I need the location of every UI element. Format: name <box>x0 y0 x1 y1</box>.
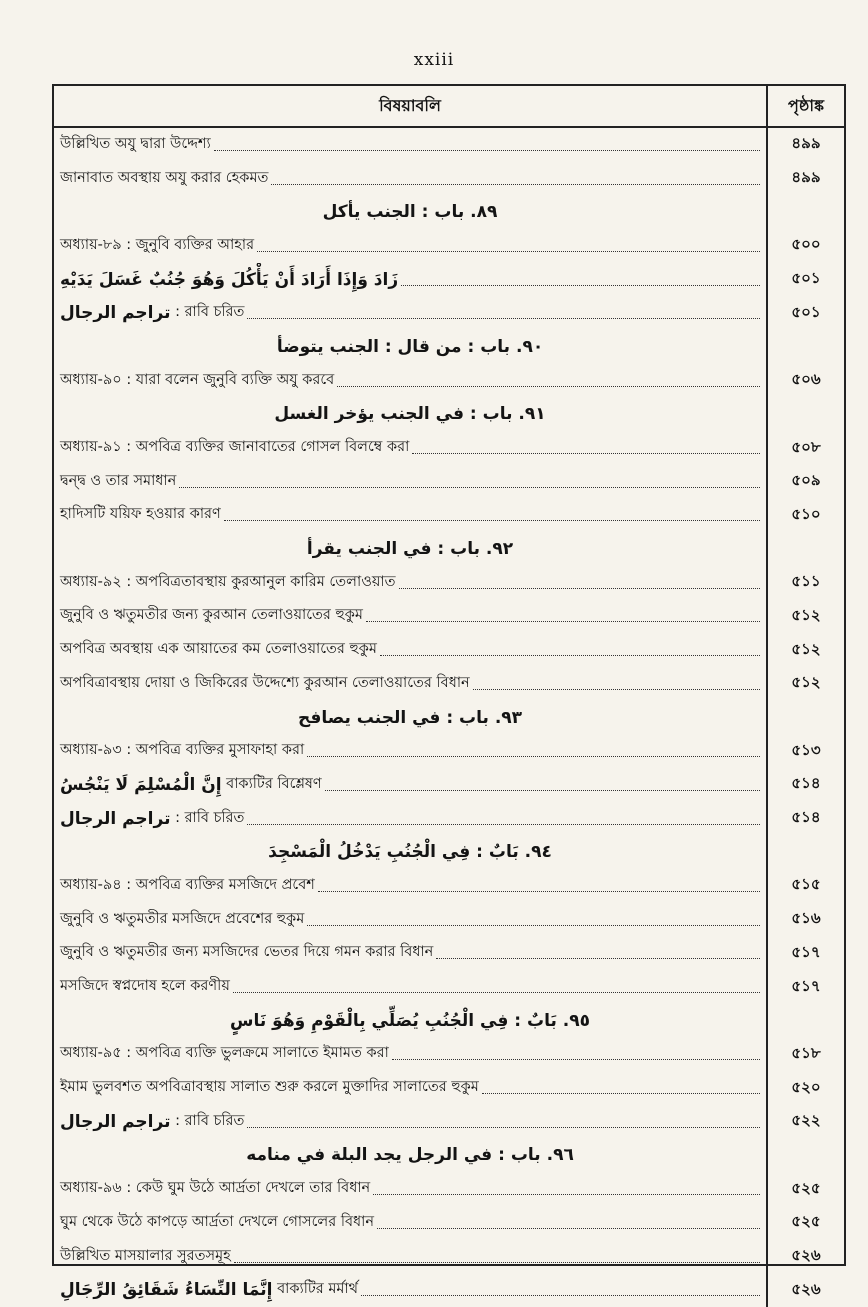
toc-entry-row <box>54 1105 844 1139</box>
entry-title-cell <box>54 162 768 196</box>
page-number-cell: ৫০৮ <box>791 437 821 456</box>
entry-title-cell <box>54 1206 768 1240</box>
entry-title-cell <box>54 195 768 229</box>
entry-title: ইমাম ভুলবশত অপবিত্রাবস্থায় সালাত শুরু করলে মুক্তাদির সালাতের হুকুম <box>60 1079 479 1096</box>
dot-leader <box>380 654 760 656</box>
entry-title-cell <box>54 1139 768 1173</box>
page-column-header: পৃষ্ঠাঙ্ক <box>788 96 824 115</box>
entry-title: অধ্যায়-৯৬ : কেউ ঘুম উঠে আর্দ্রতা দেখলে তার বিধান <box>60 1180 371 1197</box>
chapter-heading-row <box>54 835 844 869</box>
page-number-cell <box>768 398 844 432</box>
page-number-cell: ৫১৬ <box>791 909 821 928</box>
entry-title: অপবিত্রাবস্থায় দোয়া ও জিকিরের উদ্দেশ্যে কুরআন তেলাওয়াতের বিধান <box>60 674 470 691</box>
entry-title-cell <box>54 330 768 364</box>
toc-entry-row <box>54 128 844 162</box>
toc-entry-row <box>54 1172 844 1206</box>
entry-title: : রাবি চরিত <box>175 1112 245 1129</box>
chapter-heading-row <box>54 195 844 229</box>
dot-leader <box>377 1227 760 1229</box>
toc-entry-row <box>54 768 844 802</box>
page-number-cell: ৫২৬ <box>791 1246 821 1265</box>
entry-title: অধ্যায়-৯৫ : অপবিত্র ব্যক্তি ভুলক্রমে সালাতে ইমামত করা <box>60 1045 389 1062</box>
toc-entry-row <box>54 1038 844 1072</box>
page-number-cell: ৫১৭ <box>791 942 821 961</box>
entry-title-cell <box>54 1105 768 1139</box>
dot-leader <box>401 284 760 286</box>
entry-title-cell <box>54 229 768 263</box>
entry-title: অধ্যায়-৯০ : যারা বলেন জুনুবি ব্যক্তি অযু করবে <box>60 371 335 388</box>
dot-leader <box>366 620 760 622</box>
entry-title-cell <box>54 734 768 768</box>
toc-entry-row <box>54 869 844 903</box>
dot-leader <box>233 991 760 993</box>
page-number-cell: ৫১২ <box>791 673 821 692</box>
page-number-cell: ৫১৪ <box>791 808 821 827</box>
page-number-cell <box>768 701 844 735</box>
toc-entry-row <box>54 162 844 196</box>
dot-leader <box>399 587 761 589</box>
toc-entry-row <box>54 263 844 297</box>
dot-leader <box>325 789 760 791</box>
entry-title-cell <box>54 128 768 162</box>
chapter-heading-row <box>54 1004 844 1038</box>
entry-title-cell <box>54 1004 768 1038</box>
entry-title-cell <box>54 465 768 499</box>
entry-title-cell <box>54 1071 768 1105</box>
chapter-heading-row <box>54 532 844 566</box>
toc-entry-row <box>54 1071 844 1105</box>
entry-title-cell <box>54 499 768 533</box>
entry-title-cell <box>54 937 768 971</box>
entry-title-cell <box>54 532 768 566</box>
subject-column-header: বিষয়াবলি <box>54 86 768 126</box>
toc-entry-row <box>54 633 844 667</box>
dot-leader <box>392 1058 760 1060</box>
entry-title: অধ্যায়-৯৩ : অপবিত্র ব্যক্তির মুসাফাহা করা <box>60 742 305 759</box>
chapter-heading-row <box>54 398 844 432</box>
entry-title-cell <box>54 970 768 1004</box>
entry-title: : রাবি চরিত <box>175 304 245 321</box>
dot-leader <box>247 317 760 319</box>
page-number-cell: ৫১২ <box>791 639 821 658</box>
toc-entry-row <box>54 667 844 701</box>
page-number-cell: ৪৯৯ <box>791 134 821 153</box>
entry-title: জানাবাত অবস্থায় অযু করার হেকমত <box>60 169 269 186</box>
toc-entry-row <box>54 1206 844 1240</box>
toc-entry-row <box>54 734 844 768</box>
entry-title-cell <box>54 1240 768 1274</box>
toc-entry-row <box>54 364 844 398</box>
entry-title: জুনুবি ও ঋতুমতীর মসজিদে প্রবেশের হুকুম <box>60 910 305 927</box>
page-number: xxiii <box>413 50 455 70</box>
entry-title: হাদিসটি যয়িফ হওয়ার কারণ <box>60 506 221 523</box>
arabic-phrase: تراجم الرجال <box>60 303 171 324</box>
page-number-cell: ৫০১ <box>791 269 821 288</box>
dot-leader <box>247 1126 760 1128</box>
chapter-title: ٩٠. باب : من قال : الجنب يتوضأ <box>276 336 544 357</box>
entry-title: ঘুম থেকে উঠে কাপড়ে আর্দ্রতা দেখলে গোসলের বিধান <box>60 1213 375 1230</box>
dot-leader <box>224 519 760 521</box>
page-number-cell: ৫২০ <box>791 1077 821 1096</box>
toc-entry-row <box>54 1240 844 1274</box>
dot-leader <box>436 957 760 959</box>
table-of-contents <box>52 84 846 1301</box>
dot-leader <box>482 1092 760 1094</box>
chapter-title: ٩٢. باب : في الجنب يقرأ <box>306 539 514 560</box>
dot-leader <box>234 1261 760 1263</box>
page-number-cell: ৫০০ <box>791 235 821 254</box>
toc-header <box>54 86 844 128</box>
toc-entry-row <box>54 465 844 499</box>
toc-entry-row <box>54 431 844 465</box>
toc-entry-row <box>54 1273 844 1307</box>
entry-title-cell <box>54 633 768 667</box>
entry-title: মসজিদে স্বপ্নদোষ হলে করণীয় <box>60 978 230 995</box>
toc-body <box>54 128 844 1307</box>
page-number-cell: ৫২৬ <box>791 1279 821 1298</box>
chapter-title: ٩٥. بَابٌ : فِي الْجُنُبِ يُصَلِّي بِالْقَوْمِ وَهُوَ نَاسٍ <box>230 1010 590 1031</box>
entry-title-cell <box>54 398 768 432</box>
dot-leader <box>179 486 760 488</box>
toc-entry-row <box>54 802 844 836</box>
dot-leader <box>318 890 760 892</box>
entry-title-cell <box>54 869 768 903</box>
entry-title: অপবিত্র অবস্থায় এক আয়াতের কম তেলাওয়াতের হুকুম <box>60 641 377 658</box>
arabic-phrase: تراجم الرجال <box>60 1111 171 1132</box>
chapter-title: ٩١. باب : في الجنب يؤخر الغسل <box>274 404 546 425</box>
entry-title-cell <box>54 1273 768 1307</box>
page-number-cell: ৫০১ <box>791 302 821 321</box>
dot-leader <box>307 755 760 757</box>
page-number-cell: ৫০৬ <box>791 370 821 389</box>
page-number-cell: ৫১২ <box>791 605 821 624</box>
entry-title-cell <box>54 364 768 398</box>
dot-leader <box>271 183 760 185</box>
entry-title: বাক্যটির মর্মার্থ <box>277 1281 359 1298</box>
toc-entry-row <box>54 499 844 533</box>
entry-title: উল্লিখিত মাসয়ালার সুরতসমূহ <box>60 1247 231 1264</box>
toc-entry-row <box>54 937 844 971</box>
entry-title: জুনুবি ও ঋতুমতীর জন্য কুরআন তেলাওয়াতের হুকুম <box>60 607 363 624</box>
entry-title: বাক্যটির বিশ্লেষণ <box>226 775 322 792</box>
entry-title-cell <box>54 802 768 836</box>
page-number-cell <box>768 532 844 566</box>
chapter-heading-row <box>54 1139 844 1173</box>
entry-title-cell <box>54 1038 768 1072</box>
page-number-cell: ৫১৩ <box>791 740 821 759</box>
dot-leader <box>337 385 760 387</box>
entry-title: জুনুবি ও ঋতুমতীর জন্য মসজিদের ভেতর দিয়ে গমন করার বিধান <box>60 944 434 961</box>
dot-leader <box>412 452 760 454</box>
page-number-cell: ৫১১ <box>791 572 821 591</box>
entry-title: অধ্যায়-৯৪ : অপবিত্র ব্যক্তির মসজিদে প্রবেশ <box>60 876 315 893</box>
page-number-cell: ৫১৪ <box>791 774 821 793</box>
entry-title: زَادَ وَإِذَا أَرَادَ أَنْ يَأْكُلَ وَهُوَ جُنُبٌ غَسَلَ يَدَيْهِ <box>60 269 399 290</box>
chapter-title: ٩٦. باب : في الرجل يجد البلة في منامه <box>246 1145 574 1166</box>
toc-entry-row <box>54 903 844 937</box>
entry-title: অধ্যায়-৯১ : অপবিত্র ব্যক্তির জানাবাতের গোসল বিলম্বে করা <box>60 439 410 456</box>
page-number-cell <box>768 835 844 869</box>
entry-title-cell <box>54 701 768 735</box>
page-number-cell: ৫১৮ <box>791 1043 821 1062</box>
entry-title-cell <box>54 768 768 802</box>
chapter-heading-row <box>54 330 844 364</box>
entry-title-cell <box>54 667 768 701</box>
chapter-heading-row <box>54 701 844 735</box>
arabic-phrase: تراجم الرجال <box>60 808 171 829</box>
entry-title: দ্বন্দ্ব ও তার সমাধান <box>60 472 177 489</box>
entry-title: অধ্যায়-৮৯ : জুনুবি ব্যক্তির আহার <box>60 236 255 253</box>
entry-title-cell <box>54 903 768 937</box>
entry-title-cell <box>54 835 768 869</box>
dot-leader <box>473 688 760 690</box>
dot-leader <box>307 924 760 926</box>
entry-title-cell <box>54 296 768 330</box>
chapter-title: ٩٣. باب : في الجنب يصافح <box>297 707 523 728</box>
arabic-phrase: إِنَّ الْمُسْلِمَ لَا يَنْجُسُ <box>60 774 222 795</box>
page-number-cell: ৫২২ <box>791 1111 821 1130</box>
arabic-phrase: إِنَّمَا النِّسَاءُ شَقَائِقُ الرِّجَالِ <box>60 1280 273 1301</box>
dot-leader <box>361 1294 760 1296</box>
page-number-cell: ৫০৯ <box>791 471 821 490</box>
toc-entry-row <box>54 566 844 600</box>
toc-entry-row <box>54 600 844 634</box>
page-number-cell <box>768 330 844 364</box>
entry-title: : রাবি চরিত <box>175 809 245 826</box>
page-number-cell: ৫১৭ <box>791 976 821 995</box>
dot-leader <box>257 250 760 252</box>
entry-title: উল্লিখিত অযু দ্বারা উদ্দেশ্য <box>60 135 211 152</box>
dot-leader <box>247 823 760 825</box>
page-number-cell <box>768 195 844 229</box>
entry-title-cell <box>54 1172 768 1206</box>
page-number-cell: ৫১০ <box>791 504 821 523</box>
entry-title: অধ্যায়-৯২ : অপবিত্রতাবস্থায় কুরআনুল কারিম তেলাওয়াত <box>60 573 396 590</box>
dot-leader <box>373 1193 760 1195</box>
chapter-title: ٨٩. باب : الجنب يأكل <box>322 202 498 223</box>
chapter-title: ٩٤. بَابٌ : فِي الْجُنُبِ يَدْخُلُ الْمَسْجِدَ <box>268 842 552 863</box>
page-number-cell <box>768 1004 844 1038</box>
page-number-cell: ৫২৫ <box>791 1178 821 1197</box>
toc-entry-row <box>54 229 844 263</box>
dot-leader <box>214 149 760 151</box>
entry-title-cell <box>54 600 768 634</box>
entry-title-cell <box>54 431 768 465</box>
page-number-cell: ৪৯৯ <box>791 168 821 187</box>
entry-title-cell <box>54 566 768 600</box>
page-number-cell: ৫১৫ <box>791 875 821 894</box>
page-number-cell <box>768 1139 844 1173</box>
page-number-cell: ৫২৫ <box>791 1212 821 1231</box>
toc-entry-row <box>54 296 844 330</box>
entry-title-cell <box>54 263 768 297</box>
toc-entry-row <box>54 970 844 1004</box>
